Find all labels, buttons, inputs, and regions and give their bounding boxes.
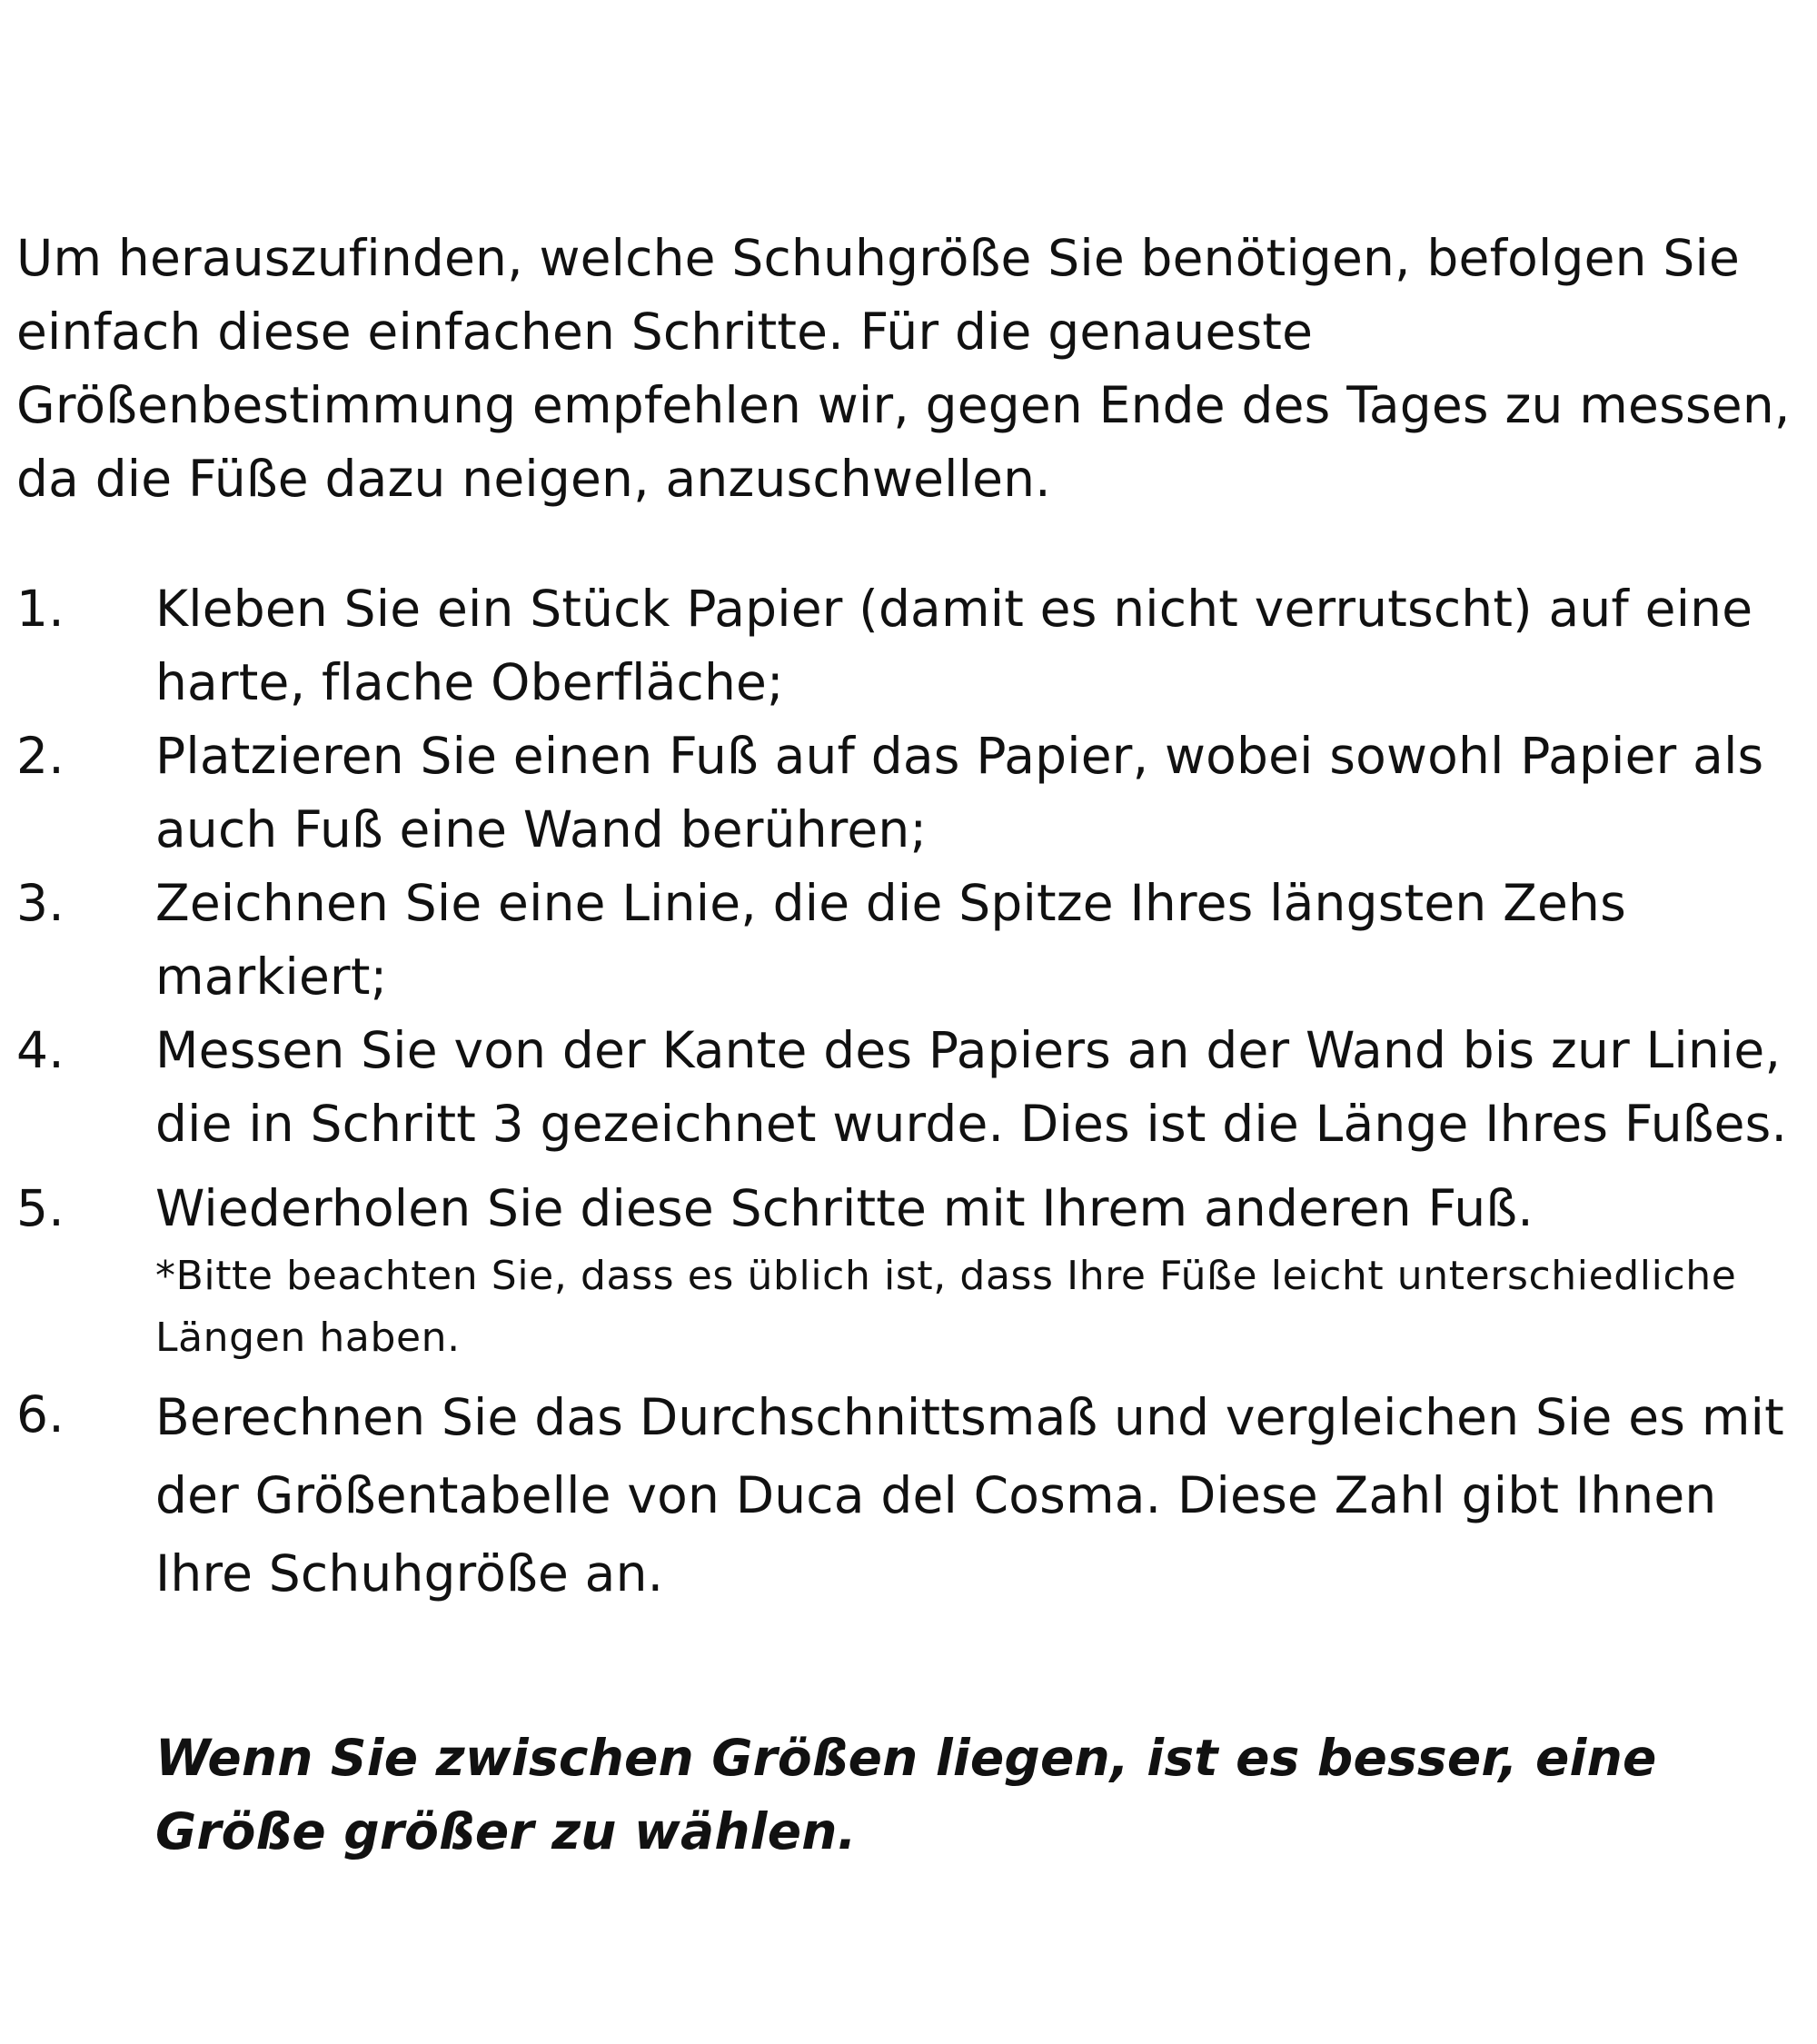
step-text: Messen Sie von der Kante des Papiers an der Wand bis zur Linie, die in Schritt 3 gezeichnet wurde. Dies ist die Länge Ihres Fußes. [155,1021,1788,1153]
steps-list [16,572,1797,1612]
step-item [16,719,1797,867]
step-number: 4. [16,1021,65,1079]
step-text: Zeichnen Sie eine Linie, die die Spitze Ihres längsten Zehs markiert; [155,874,1626,1006]
step-number: 1. [16,580,65,638]
step-number: 5. [16,1179,65,1237]
step-item [16,1378,1797,1612]
step-item [16,572,1797,719]
step-item [16,1172,1797,1369]
step-number: 3. [16,874,65,932]
step-item [16,867,1797,1014]
step-item [16,1014,1797,1161]
step-text: Kleben Sie ein Stück Papier (damit es nicht verrutscht) auf eine harte, flache Oberfläche; [155,580,1753,711]
closing-note: Wenn Sie zwischen Größen liegen, ist es besser, eine Größe größer zu wählen. [155,1729,1657,1860]
intro-paragraph: Um herauszufinden, welche Schuhgröße Sie benötigen, befolgen Sie einfach diese einfachen Schritte. Für die genaueste Größenbestimmung empfehlen wir, gegen Ende des Tages zu messen, da die Füße dazu neigen, anzuschwellen. [16,229,1791,508]
step-text: Wiederholen Sie diese Schritte mit Ihrem anderen Fuß. [155,1179,1534,1237]
step-text: Berechnen Sie das Durchschnittsmaß und vergleichen Sie es mit der Größentabelle von Duca del Cosma. Diese Zahl gibt Ihnen Ihre Schuhgröße an. [155,1388,1784,1602]
step-number: 2. [16,727,65,785]
step-number: 6. [16,1385,65,1444]
step-note: *Bitte beachten Sie, dass es üblich ist, dass Ihre Füße leicht unterschiedliche Längen haben. [155,1253,1737,1361]
step-text: Platzieren Sie einen Fuß auf das Papier, wobei sowohl Papier als auch Fuß eine Wand berühren; [155,727,1764,858]
